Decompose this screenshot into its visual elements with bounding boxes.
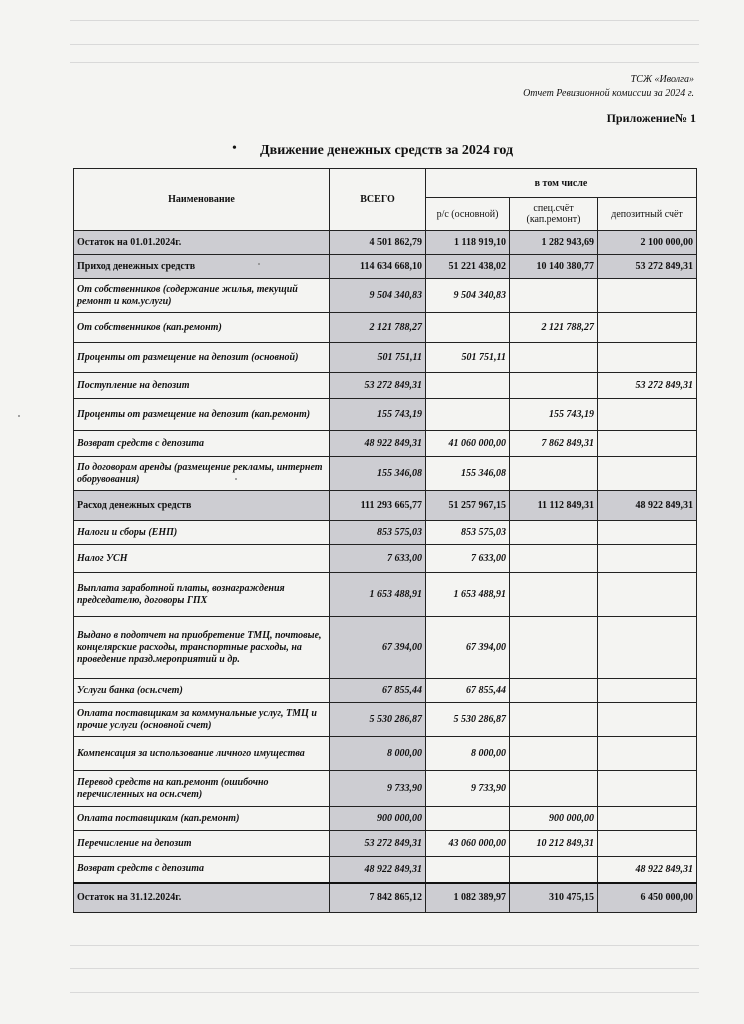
- row-name: От собственников (содержание жилья, текущий ремонт и ком.услуги): [74, 279, 330, 313]
- row-special-account: [510, 279, 598, 313]
- row-main-account: [426, 399, 510, 431]
- row-special-account: [510, 679, 598, 703]
- col-header-main: р/с (основной): [426, 198, 510, 231]
- row-deposit-account: 53 272 849,31: [598, 373, 697, 399]
- row-main-account: 1 118 919,10: [426, 231, 510, 255]
- title-bullet: •: [232, 141, 237, 156]
- row-total: 7 842 865,12: [330, 883, 426, 913]
- row-main-account: [426, 373, 510, 399]
- row-special-account: 310 475,15: [510, 883, 598, 913]
- col-header-dep: депозитный счёт: [598, 198, 697, 231]
- document-title: Движение денежных средств за 2024 год: [260, 143, 514, 158]
- col-header-total: ВСЕГО: [330, 169, 426, 231]
- row-main-account: 9 504 340,83: [426, 279, 510, 313]
- row-deposit-account: [598, 545, 697, 573]
- cash-flow-table: [73, 168, 697, 913]
- row-main-account: 853 575,03: [426, 521, 510, 545]
- row-deposit-account: 48 922 849,31: [598, 491, 697, 521]
- row-name: Возврат средств с депозита: [74, 857, 330, 883]
- col-header-spec: спец.счёт (кап.ремонт): [510, 198, 598, 231]
- row-deposit-account: [598, 737, 697, 771]
- row-deposit-account: [598, 617, 697, 679]
- row-main-account: 67 855,44: [426, 679, 510, 703]
- row-main-account: 7 633,00: [426, 545, 510, 573]
- col-header-group: в том числе: [426, 169, 697, 198]
- row-total: 9 733,90: [330, 771, 426, 807]
- table-row: [74, 431, 697, 457]
- row-deposit-account: [598, 521, 697, 545]
- table-row: [74, 807, 697, 831]
- row-special-account: [510, 617, 598, 679]
- table-row: [74, 279, 697, 313]
- row-total: 48 922 849,31: [330, 431, 426, 457]
- row-total: 1 653 488,91: [330, 573, 426, 617]
- table-row: [74, 491, 697, 521]
- row-total: 53 272 849,31: [330, 831, 426, 857]
- row-total: 114 634 668,10: [330, 255, 426, 279]
- row-main-account: [426, 807, 510, 831]
- organization-name: ТСЖ «Иволга»: [630, 74, 694, 85]
- row-name: Услуги банка (осн.счет): [74, 679, 330, 703]
- row-main-account: 9 733,90: [426, 771, 510, 807]
- row-total: 900 000,00: [330, 807, 426, 831]
- row-deposit-account: 53 272 849,31: [598, 255, 697, 279]
- row-deposit-account: [598, 831, 697, 857]
- row-deposit-account: [598, 313, 697, 343]
- table-row: [74, 883, 697, 913]
- row-main-account: 1 653 488,91: [426, 573, 510, 617]
- row-name: Выдано в подотчет на приобретение ТМЦ, почтовые, концелярские расходы, транспортные расходы, на проведение празд.мероприятий и др.: [74, 617, 330, 679]
- row-name: Перечисление на депозит: [74, 831, 330, 857]
- row-deposit-account: [598, 703, 697, 737]
- row-name: Проценты от размещение на депозит (кап.ремонт): [74, 399, 330, 431]
- appendix-label: Приложение№ 1: [606, 111, 696, 125]
- table-row: [74, 573, 697, 617]
- row-deposit-account: [598, 431, 697, 457]
- row-main-account: 43 060 000,00: [426, 831, 510, 857]
- row-total: 111 293 665,77: [330, 491, 426, 521]
- row-main-account: 1 082 389,97: [426, 883, 510, 913]
- row-main-account: 8 000,00: [426, 737, 510, 771]
- table-row: [74, 831, 697, 857]
- table-row: [74, 373, 697, 399]
- table-row: [74, 313, 697, 343]
- row-main-account: 67 394,00: [426, 617, 510, 679]
- row-total: 7 633,00: [330, 545, 426, 573]
- row-total: 5 530 286,87: [330, 703, 426, 737]
- row-special-account: [510, 457, 598, 491]
- row-total: 8 000,00: [330, 737, 426, 771]
- row-special-account: 900 000,00: [510, 807, 598, 831]
- table-row: [74, 703, 697, 737]
- row-name: Компенсация за использование личного имущества: [74, 737, 330, 771]
- row-total: 155 346,08: [330, 457, 426, 491]
- row-main-account: 501 751,11: [426, 343, 510, 373]
- row-total: 67 855,44: [330, 679, 426, 703]
- table-row: [74, 231, 697, 255]
- row-special-account: [510, 771, 598, 807]
- row-name: Перевод средств на кап.ремонт (ошибочно перечисленных на осн.счет): [74, 771, 330, 807]
- row-name: Поступление на депозит: [74, 373, 330, 399]
- row-main-account: [426, 857, 510, 883]
- row-total: 67 394,00: [330, 617, 426, 679]
- row-name: От собственников (кап.ремонт): [74, 313, 330, 343]
- row-total: 501 751,11: [330, 343, 426, 373]
- row-deposit-account: [598, 457, 697, 491]
- row-deposit-account: 2 100 000,00: [598, 231, 697, 255]
- row-name: Приход денежных средств: [74, 255, 330, 279]
- table-row: [74, 857, 697, 883]
- row-special-account: 1 282 943,69: [510, 231, 598, 255]
- row-name: Остаток на 01.01.2024г.: [74, 231, 330, 255]
- row-special-account: [510, 573, 598, 617]
- row-main-account: 5 530 286,87: [426, 703, 510, 737]
- table-row: [74, 521, 697, 545]
- row-total: 2 121 788,27: [330, 313, 426, 343]
- row-deposit-account: [598, 279, 697, 313]
- table-row: [74, 617, 697, 679]
- row-deposit-account: [598, 399, 697, 431]
- table-row: [74, 255, 697, 279]
- row-special-account: [510, 703, 598, 737]
- row-deposit-account: [598, 679, 697, 703]
- row-total: 155 743,19: [330, 399, 426, 431]
- row-special-account: 155 743,19: [510, 399, 598, 431]
- row-special-account: [510, 857, 598, 883]
- row-name: Налоги и сборы (ЕНП): [74, 521, 330, 545]
- table-body: [74, 231, 697, 913]
- table-row: [74, 545, 697, 573]
- row-deposit-account: [598, 573, 697, 617]
- table-row: [74, 343, 697, 373]
- row-deposit-account: 48 922 849,31: [598, 857, 697, 883]
- row-main-account: [426, 313, 510, 343]
- row-deposit-account: 6 450 000,00: [598, 883, 697, 913]
- row-total: 48 922 849,31: [330, 857, 426, 883]
- row-total: 853 575,03: [330, 521, 426, 545]
- row-special-account: 10 212 849,31: [510, 831, 598, 857]
- row-special-account: 11 112 849,31: [510, 491, 598, 521]
- row-special-account: 10 140 380,77: [510, 255, 598, 279]
- table-row: [74, 737, 697, 771]
- table-row: [74, 771, 697, 807]
- row-name: Выплата заработной платы, вознаграждения председателю, договоры ГПХ: [74, 573, 330, 617]
- row-total: 4 501 862,79: [330, 231, 426, 255]
- row-special-account: [510, 545, 598, 573]
- row-name: Возврат средств с депозита: [74, 431, 330, 457]
- row-name: Расход денежных средств: [74, 491, 330, 521]
- row-main-account: 155 346,08: [426, 457, 510, 491]
- table-row: [74, 457, 697, 491]
- row-name: Проценты от размещение на депозит (основной): [74, 343, 330, 373]
- row-total: 9 504 340,83: [330, 279, 426, 313]
- row-name: Налог УСН: [74, 545, 330, 573]
- row-special-account: 2 121 788,27: [510, 313, 598, 343]
- row-deposit-account: [598, 343, 697, 373]
- col-header-name: Наименование: [74, 169, 330, 231]
- row-main-account: 51 221 438,02: [426, 255, 510, 279]
- row-total: 53 272 849,31: [330, 373, 426, 399]
- row-name: По договорам аренды (размещение рекламы, интернет оборувования): [74, 457, 330, 491]
- row-special-account: 7 862 849,31: [510, 431, 598, 457]
- table-row: [74, 679, 697, 703]
- row-special-account: [510, 521, 598, 545]
- table-row: [74, 399, 697, 431]
- row-deposit-account: [598, 771, 697, 807]
- report-subtitle: Отчет Ревизионной комиссии за 2024 г.: [523, 88, 694, 99]
- row-name: Оплата поставщикам (кап.ремонт): [74, 807, 330, 831]
- row-name: Оплата поставщикам за коммунальные услуг, ТМЦ и прочие услуги (основной счет): [74, 703, 330, 737]
- row-special-account: [510, 373, 598, 399]
- row-main-account: 41 060 000,00: [426, 431, 510, 457]
- row-main-account: 51 257 967,15: [426, 491, 510, 521]
- row-special-account: [510, 343, 598, 373]
- row-deposit-account: [598, 807, 697, 831]
- row-name: Остаток на 31.12.2024г.: [74, 883, 330, 913]
- row-special-account: [510, 737, 598, 771]
